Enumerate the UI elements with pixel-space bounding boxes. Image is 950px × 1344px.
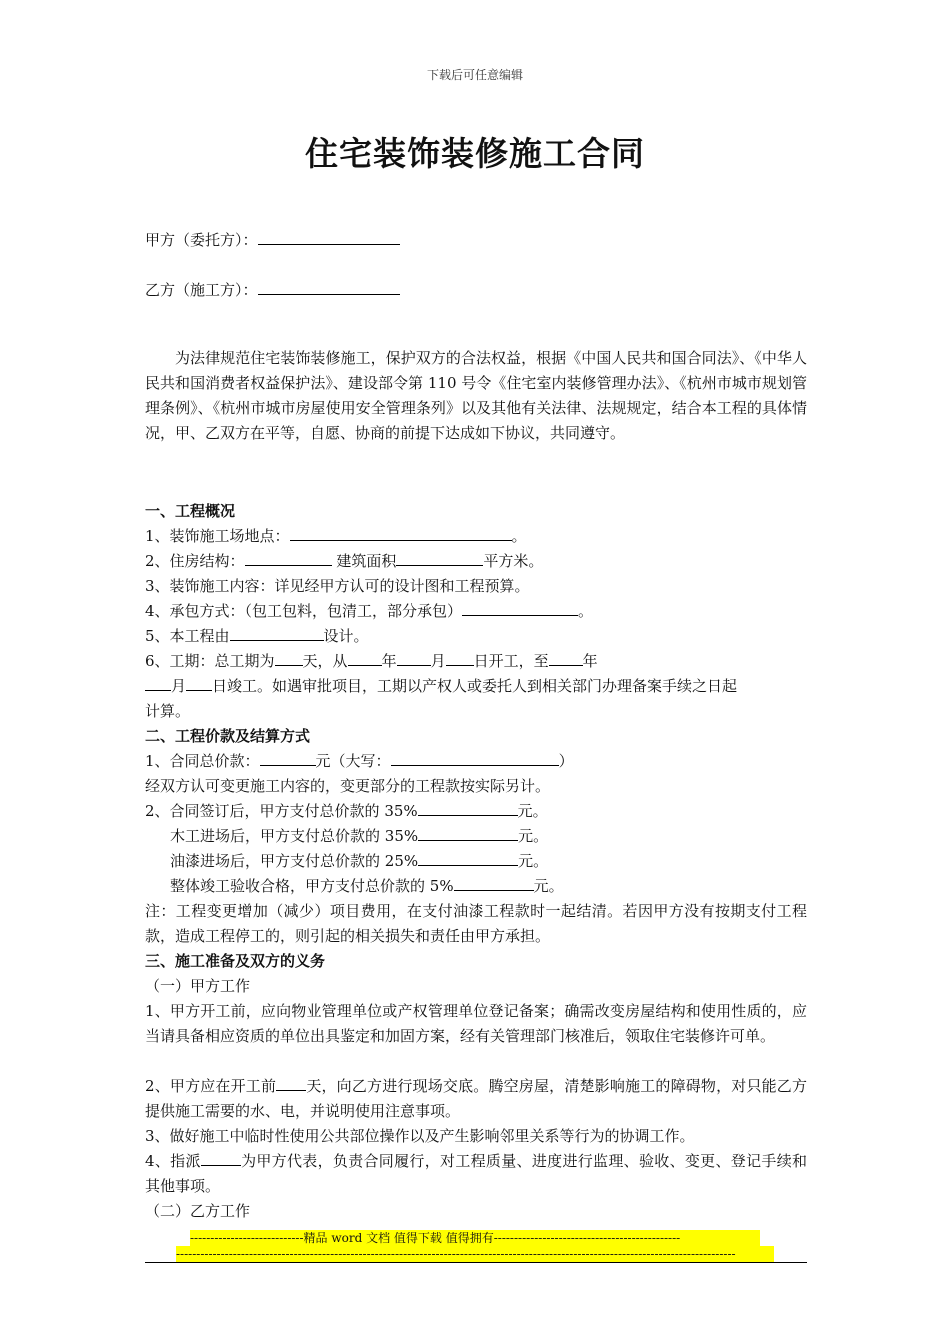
sec1-item-6-end: 计算。 [145, 702, 191, 720]
sec3-item-2-text: 天，向乙方进行现场交底。腾空房屋，清楚影响施工的障碍物，对只能乙方提供施工需要的水、电，并说明使用注意事项。 [145, 1077, 807, 1120]
paren-close: ） [558, 752, 574, 770]
month-label: 月 [430, 652, 446, 670]
sec1-item-2 [145, 549, 807, 574]
year-label: 年 [381, 652, 397, 670]
total-price-words-blank[interactable] [391, 749, 559, 766]
end-month-blank[interactable] [145, 674, 171, 691]
sec1-item-4-label: 4、承包方式：（包工包料，包清工，部分承包） [145, 602, 463, 620]
party-a-line [145, 228, 400, 250]
sec3-item-4-text: 为甲方代表，负责合同履行，对工程质量、进度进行监理、验收、变更、登记手续和其他事项。 [145, 1152, 807, 1195]
payment-3-label: 油漆进场后，甲方支付总价款的 25% [170, 852, 419, 870]
structure-blank[interactable] [245, 549, 332, 566]
page-header-note: 下载后可任意编辑 [426, 68, 523, 82]
footer-rule [145, 1262, 807, 1263]
site-address-blank[interactable] [290, 524, 512, 541]
start-day-blank[interactable] [446, 649, 474, 666]
sec2-note: 注：工程变更增加（减少）项目费用，在支付油漆工程款时一起结清。若因甲方没有按期支付工程款，造成工程停工的，则引起的相关损失和责任由甲方承担。 [145, 902, 807, 945]
sec1-item-5-end: 设计。 [323, 627, 369, 645]
end-year-blank[interactable] [549, 649, 583, 666]
party-b-label: 乙方（施工方）： [145, 281, 258, 299]
sec1-item-4 [145, 599, 807, 624]
footer-banner-line-2: ------------------------------------------------------------------------------------------------------------------------------------------ [176, 1246, 774, 1262]
sec2-item-1-note: 经双方认可变更施工内容的，变更部分的工程款按实际另计。 [145, 777, 551, 795]
document-title: 住宅装饰装修施工合同 [305, 134, 645, 173]
sec1-item-2-label: 2、住房结构： [145, 552, 245, 570]
end-month-label: 月 [171, 677, 187, 695]
sec3-item-2-label: 2、甲方应在开工前 [145, 1077, 277, 1095]
payment-1-blank[interactable] [418, 799, 518, 816]
sec1-item-3: 3、装饰施工内容：详见经甲方认可的设计图和工程预算。 [145, 577, 530, 595]
sec1-item-1-end: 。 [511, 527, 527, 545]
yuan-label: 元。 [518, 827, 549, 845]
sec1-item-6 [145, 649, 807, 674]
contract-mode-blank[interactable] [462, 599, 578, 616]
sec2-item-1 [145, 749, 807, 774]
section-2-heading: 二、工程价款及结算方式 [145, 727, 311, 745]
sec1-item-5-label: 5、本工程由 [145, 627, 230, 645]
payment-1-label: 2、合同签订后，甲方支付总价款的 35% [145, 802, 418, 820]
total-price-words-label: 元（大写： [315, 752, 391, 770]
party-a-blank[interactable] [258, 228, 400, 245]
area-label: 建筑面积 [331, 552, 397, 570]
area-blank[interactable] [396, 549, 483, 566]
sec1-item-6-cont [145, 674, 807, 699]
completion-text: 日竣工。如遇审批项目，工期以产权人或委托人到相关部门办理备案手续之日起 [212, 677, 738, 695]
sec1-item-1-label: 1、装饰施工场地点： [145, 527, 290, 545]
payment-4-blank[interactable] [454, 874, 534, 891]
footer-banner-line-1: ----------------------------精品 word 文档 值得下载 值得拥有---------------------------------------------- [190, 1230, 760, 1246]
payment-2-blank[interactable] [418, 824, 518, 841]
designer-blank[interactable] [230, 624, 324, 641]
sec3-item-4 [145, 1149, 807, 1199]
sub-heading-party-b: （二）乙方工作 [145, 1202, 251, 1220]
sec1-item-1 [145, 524, 807, 549]
party-a-label: 甲方（委托方）： [145, 231, 258, 249]
sec3-item-2 [145, 1074, 807, 1124]
end-year-label: 年 [582, 652, 598, 670]
sec3-item-3: 3、做好施工中临时性使用公共部位操作以及产生影响邻里关系等行为的协调工作。 [145, 1127, 695, 1145]
handover-days-blank[interactable] [276, 1074, 306, 1091]
start-to-label: 日开工，至 [473, 652, 549, 670]
payment-4-label: 整体竣工验收合格，甲方支付总价款的 5% [170, 877, 454, 895]
payment-1 [145, 799, 807, 824]
yuan-label: 元。 [533, 877, 564, 895]
payment-3 [170, 849, 832, 874]
sec3-item-1: 1、甲方开工前，应向物业管理单位或产权管理单位登记备案；确需改变房屋结构和使用性质的，应当请具备相应资质的单位出具鉴定和加固方案，经有关管理部门核准后，领取住宅装修许可单。 [145, 1002, 807, 1045]
intro-paragraph: 为法律规范住宅装饰装修施工，保护双方的合法权益，根据《中国人民共和国合同法》、《中华人民共和国消费者权益保护法》、建设部令第 110 号令《住宅室内装修管理办法》、《杭州市城市规划管理条例》、《杭州市城市房屋使用安全管理条列》以及其他有关法律、法规规定，结合本工程的具体情况，甲、乙双方在平等，自愿、协商的前提下达成如下协议，共同遵守。 [145, 349, 807, 442]
yuan-label: 元。 [518, 852, 549, 870]
sec1-item-4-end: 。 [578, 602, 594, 620]
payment-3-blank[interactable] [418, 849, 518, 866]
sec1-item-5 [145, 624, 807, 649]
payment-2-label: 木工进场后，甲方支付总价款的 35% [170, 827, 419, 845]
payment-4 [170, 874, 832, 899]
total-price-blank[interactable] [260, 749, 316, 766]
total-price-label: 1、合同总价款： [145, 752, 260, 770]
duration-days-blank[interactable] [275, 649, 303, 666]
section-1-heading: 一、工程概况 [145, 502, 236, 520]
sec3-item-4-label: 4、指派 [145, 1152, 201, 1170]
party-b-line [145, 278, 400, 300]
party-b-blank[interactable] [258, 278, 400, 295]
sub-heading-party-a: （一）甲方工作 [145, 977, 251, 995]
end-day-blank[interactable] [186, 674, 212, 691]
from-label: 天，从 [302, 652, 348, 670]
start-month-blank[interactable] [397, 649, 431, 666]
duration-label: 6、工期：总工期为 [145, 652, 275, 670]
section-3-heading: 三、施工准备及双方的义务 [145, 952, 326, 970]
payment-2 [170, 824, 832, 849]
start-year-blank[interactable] [348, 649, 382, 666]
area-unit: 平方米。 [483, 552, 544, 570]
representative-blank[interactable] [201, 1149, 241, 1166]
yuan-label: 元。 [517, 802, 548, 820]
